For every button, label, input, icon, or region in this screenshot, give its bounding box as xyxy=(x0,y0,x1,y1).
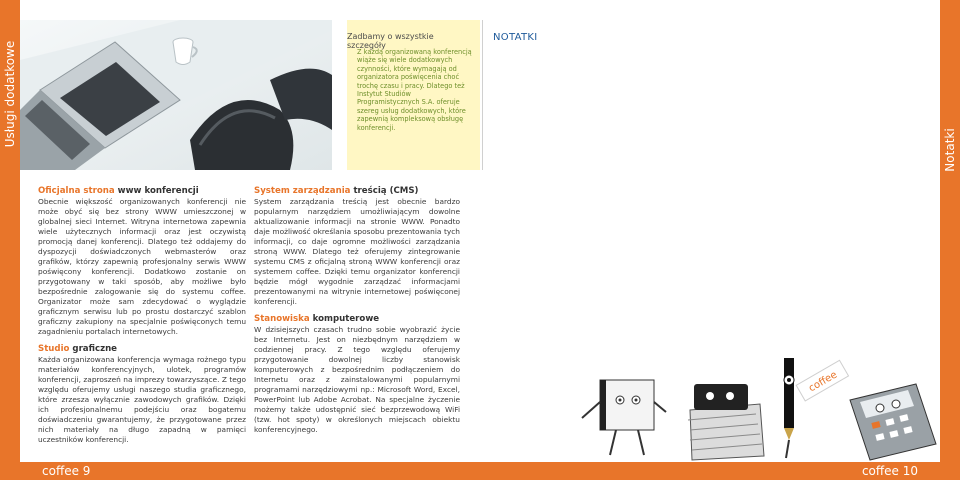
page-number-right: coffee 10 xyxy=(861,464,918,478)
coffee-sticker-icon xyxy=(796,360,848,401)
pen-icon xyxy=(784,358,794,458)
heading-highlight: Studio xyxy=(38,344,70,354)
section-body-cms: System zarządzania treścią jest obecnie bardzo popularnym narzędziem umożliwiającym dowolne aktualizowanie informacji na stronie WWW. Ponadto daje możliwość określania sposobu prezentowania tych informacji, co daje ogromne możliwości zarządzania stroną WWW. Dlatego też oferujemy zintegrowanie systemu CMS z oficjalną stroną WWW konferencji oraz systemem coffee. Dzięki temu organizator konferencji będzie mógł wygodnie zarządzać informacjami prezentowanymi na witrynie internetowej poświęconej konferencji. xyxy=(254,197,460,306)
heading-rest: www konferencji xyxy=(114,186,199,196)
left-side-tab-label: Usługi dodatkowe xyxy=(3,40,17,148)
section-heading-studio xyxy=(38,344,246,354)
paper-stack-icon xyxy=(688,384,764,460)
heading-highlight: System zarządzania xyxy=(254,186,351,196)
section-body-website: Obecnie większość organizowanych konferencji nie może obyć się bez strony WWW umieszczonej w globalnej sieci Internet. Witryna internetowa zapewnia wiele użytecznych informacji oraz jest oczywistą promocją danej konferencji. Dlatego też oddajemy do dyspozycji doświadczonych webmasterów oraz grafików, którzy zapewnią profesjonalny serwis WWW poświęcony konferencji. Dodatkowo zostanie on przygotowany w taki sposób, aby możliwe było bezpośrednie zalogowanie się do systemu coffee. Organizator może sam zdecydować o wyglądzie graficznym serwisu lub po prostu dostarczyć szablon graficzny zakupiony na specjalnie poświęconych temu zagadnieniu portalach internetowych. xyxy=(38,197,246,336)
calculator-icon xyxy=(850,384,936,460)
section-heading-website xyxy=(38,186,246,196)
details-note-text: Z każdą organizowaną konferencją wiąże się wiele dodatkowych czynności, które wymagają od organizatora poświęcenia choć trochę czasu i pracy. Dlatego też Instytut Studiów Programistycznych S.A. oferuje szereg usług dodatkowych, które zapewnią kompleksową obsługę konferencji. xyxy=(357,48,472,132)
page-number-left: coffee 9 xyxy=(42,464,91,478)
heading-highlight: Stanowiska xyxy=(254,314,310,324)
coffee-sticker-text: coffee xyxy=(807,369,840,395)
laptop-photo xyxy=(20,20,332,170)
heading-rest: graficzne xyxy=(69,344,118,354)
footer-bar xyxy=(0,462,960,480)
heading-rest: treścią (CMS) xyxy=(350,186,419,196)
section-heading-cms xyxy=(254,186,460,196)
section-heading-workstations xyxy=(254,314,460,324)
details-note-title: Zadbamy o wszystkie szczegóły xyxy=(347,32,434,50)
heading-highlight: Oficjalna strona xyxy=(38,186,115,196)
section-body-workstations: W dzisiejszych czasach trudno sobie wyobrazić życie bez Internetu. Jest on niezbędnym narzędziem w codziennej pracy. Z tego względu oferujemy przygotowanie dowolnej liczby stanowisk komputerowych z bezpośrednim podłączeniem do Internetu oraz z zainstalowanymi popularnymi programami narzędziowymi np.: Microsoft Word, Excel, PowerPoint lub Adobe Acrobat. Na specjalne życzenie możemy także udostępnić sieć bezprzewodową WiFi (tzw. hot spoty) w określonych miejscach obiektu konferencyjnego. xyxy=(254,325,460,434)
notebook-icon xyxy=(582,380,666,455)
heading-rest: komputerowe xyxy=(309,314,380,324)
right-side-tab xyxy=(940,0,960,480)
notes-title: NOTATKI xyxy=(493,32,538,43)
left-column xyxy=(38,186,246,445)
left-side-tab xyxy=(0,0,20,480)
right-column xyxy=(254,186,460,435)
cartoon-office-supplies-illustration xyxy=(580,340,940,462)
section-body-studio: Każda organizowana konferencja wymaga rożnego typu materiałów konferencyjnych, ulotek, programów konferencji, zaproszeń na imprezy towarzyszące. Z tego względu oferujemy usługi naszego studia graficznego, które zrzesza wyłącznie zawodowych grafików. Dzięki ich profesjonalnemu podejściu oraz bogatemu doświadczeniu gwarantujemy, że przygotowane przez nich materiały na długo zapadną w pamięci uczestników konferencji. xyxy=(38,355,246,444)
details-note-box xyxy=(347,20,480,170)
notes-box xyxy=(482,20,940,170)
right-side-tab-label: Notatki xyxy=(943,128,957,172)
